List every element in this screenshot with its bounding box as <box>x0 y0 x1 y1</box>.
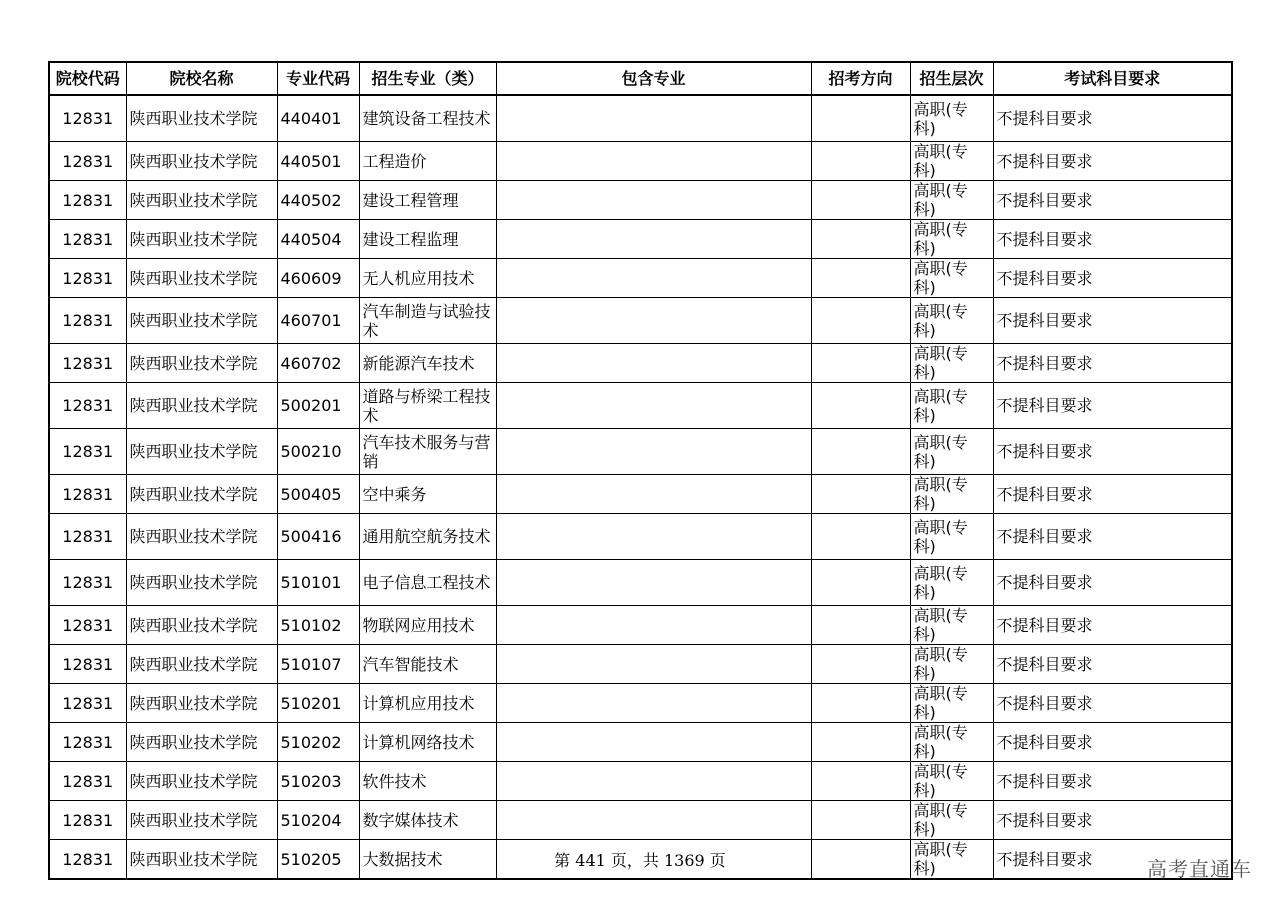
table-row <box>49 606 1232 645</box>
cell-level: 高职(专科) <box>910 95 993 142</box>
cell-major-code: 460609 <box>277 259 359 298</box>
cell-major-name: 大数据技术 <box>359 840 496 880</box>
cell-requirement: 不提科目要求 <box>993 220 1232 259</box>
cell-major-code: 500210 <box>277 429 359 475</box>
cell-level: 高职(专科) <box>910 259 993 298</box>
cell-major-code: 500416 <box>277 514 359 560</box>
cell-direction <box>811 95 910 142</box>
cell-included-majors <box>496 762 811 801</box>
cell-major-code: 500405 <box>277 475 359 514</box>
table-header-row <box>49 62 1232 95</box>
cell-included-majors <box>496 684 811 723</box>
cell-major-code: 510204 <box>277 801 359 840</box>
cell-major-code: 440504 <box>277 220 359 259</box>
cell-included-majors <box>496 723 811 762</box>
cell-level: 高职(专科) <box>910 723 993 762</box>
cell-school-code: 12831 <box>49 259 126 298</box>
table-row <box>49 475 1232 514</box>
cell-requirement: 不提科目要求 <box>993 560 1232 606</box>
footer-middle: 页，共 <box>605 851 664 870</box>
cell-major-code: 510203 <box>277 762 359 801</box>
cell-requirement: 不提科目要求 <box>993 606 1232 645</box>
table-row <box>49 181 1232 220</box>
cell-direction <box>811 181 910 220</box>
cell-major-name: 汽车制造与试验技术 <box>359 298 496 344</box>
cell-direction <box>811 429 910 475</box>
cell-included-majors <box>496 95 811 142</box>
cell-school-name: 陕西职业技术学院 <box>126 645 277 684</box>
cell-major-code: 510102 <box>277 606 359 645</box>
cell-level: 高职(专科) <box>910 220 993 259</box>
cell-level: 高职(专科) <box>910 762 993 801</box>
cell-level: 高职(专科) <box>910 684 993 723</box>
cell-requirement: 不提科目要求 <box>993 344 1232 383</box>
cell-school-code: 12831 <box>49 95 126 142</box>
cell-school-code: 12831 <box>49 723 126 762</box>
header-school-code: 院校代码 <box>49 62 126 95</box>
cell-school-code: 12831 <box>49 298 126 344</box>
cell-level: 高职(专科) <box>910 181 993 220</box>
cell-included-majors <box>496 801 811 840</box>
cell-included-majors <box>496 606 811 645</box>
cell-requirement: 不提科目要求 <box>993 429 1232 475</box>
header-level: 招生层次 <box>910 62 993 95</box>
header-direction: 招考方向 <box>811 62 910 95</box>
cell-requirement: 不提科目要求 <box>993 259 1232 298</box>
table-row <box>49 142 1232 181</box>
cell-requirement: 不提科目要求 <box>993 645 1232 684</box>
cell-major-code: 460701 <box>277 298 359 344</box>
cell-direction <box>811 298 910 344</box>
cell-school-code: 12831 <box>49 801 126 840</box>
cell-school-name: 陕西职业技术学院 <box>126 220 277 259</box>
cell-direction <box>811 762 910 801</box>
cell-included-majors <box>496 220 811 259</box>
cell-requirement: 不提科目要求 <box>993 723 1232 762</box>
cell-major-name: 软件技术 <box>359 762 496 801</box>
cell-direction <box>811 606 910 645</box>
cell-level: 高职(专科) <box>910 514 993 560</box>
cell-requirement: 不提科目要求 <box>993 95 1232 142</box>
table-row <box>49 514 1232 560</box>
cell-direction <box>811 514 910 560</box>
cell-school-name: 陕西职业技术学院 <box>126 429 277 475</box>
cell-major-name: 建筑设备工程技术 <box>359 95 496 142</box>
cell-school-code: 12831 <box>49 220 126 259</box>
cell-requirement: 不提科目要求 <box>993 801 1232 840</box>
watermark: 高考直通车 <box>1147 857 1252 881</box>
footer-prefix: 第 <box>554 851 576 870</box>
cell-major-name: 汽车智能技术 <box>359 645 496 684</box>
footer-suffix: 页 <box>704 851 726 870</box>
current-page-number: 441 <box>575 851 606 870</box>
cell-requirement: 不提科目要求 <box>993 840 1232 880</box>
cell-major-name: 通用航空航务技术 <box>359 514 496 560</box>
cell-direction <box>811 645 910 684</box>
cell-major-name: 新能源汽车技术 <box>359 344 496 383</box>
cell-direction <box>811 475 910 514</box>
table-row <box>49 298 1232 344</box>
cell-school-name: 陕西职业技术学院 <box>126 560 277 606</box>
header-school-name: 院校名称 <box>126 62 277 95</box>
cell-major-code: 440501 <box>277 142 359 181</box>
cell-school-code: 12831 <box>49 645 126 684</box>
cell-major-name: 物联网应用技术 <box>359 606 496 645</box>
cell-school-name: 陕西职业技术学院 <box>126 142 277 181</box>
cell-included-majors <box>496 142 811 181</box>
table-row <box>49 762 1232 801</box>
cell-school-name: 陕西职业技术学院 <box>126 259 277 298</box>
cell-included-majors <box>496 259 811 298</box>
cell-major-code: 510101 <box>277 560 359 606</box>
cell-level: 高职(专科) <box>910 298 993 344</box>
cell-school-name: 陕西职业技术学院 <box>126 383 277 429</box>
cell-school-code: 12831 <box>49 840 126 880</box>
cell-school-name: 陕西职业技术学院 <box>126 606 277 645</box>
cell-major-name: 建设工程管理 <box>359 181 496 220</box>
cell-direction <box>811 142 910 181</box>
table-row <box>49 684 1232 723</box>
cell-included-majors <box>496 429 811 475</box>
table-row <box>49 560 1232 606</box>
cell-included-majors <box>496 645 811 684</box>
cell-requirement: 不提科目要求 <box>993 181 1232 220</box>
cell-major-code: 440401 <box>277 95 359 142</box>
cell-level: 高职(专科) <box>910 383 993 429</box>
cell-direction <box>811 684 910 723</box>
cell-direction <box>811 259 910 298</box>
cell-school-code: 12831 <box>49 142 126 181</box>
cell-school-code: 12831 <box>49 762 126 801</box>
cell-school-name: 陕西职业技术学院 <box>126 684 277 723</box>
table-row <box>49 259 1232 298</box>
cell-major-name: 无人机应用技术 <box>359 259 496 298</box>
cell-school-code: 12831 <box>49 344 126 383</box>
cell-level: 高职(专科) <box>910 560 993 606</box>
cell-level: 高职(专科) <box>910 801 993 840</box>
cell-major-name: 电子信息工程技术 <box>359 560 496 606</box>
cell-included-majors <box>496 514 811 560</box>
cell-major-name: 汽车技术服务与营销 <box>359 429 496 475</box>
cell-level: 高职(专科) <box>910 429 993 475</box>
cell-major-name: 计算机应用技术 <box>359 684 496 723</box>
cell-included-majors <box>496 560 811 606</box>
cell-school-name: 陕西职业技术学院 <box>126 762 277 801</box>
cell-major-code: 510202 <box>277 723 359 762</box>
cell-school-name: 陕西职业技术学院 <box>126 475 277 514</box>
page-footer <box>0 848 1280 871</box>
cell-included-majors <box>496 344 811 383</box>
cell-school-name: 陕西职业技术学院 <box>126 298 277 344</box>
cell-school-code: 12831 <box>49 383 126 429</box>
table-row <box>49 344 1232 383</box>
cell-major-name: 空中乘务 <box>359 475 496 514</box>
cell-major-code: 440502 <box>277 181 359 220</box>
cell-school-code: 12831 <box>49 606 126 645</box>
header-requirement: 考试科目要求 <box>993 62 1232 95</box>
cell-direction <box>811 723 910 762</box>
cell-requirement: 不提科目要求 <box>993 383 1232 429</box>
cell-school-code: 12831 <box>49 560 126 606</box>
table-row <box>49 383 1232 429</box>
cell-major-code: 500201 <box>277 383 359 429</box>
table-row <box>49 723 1232 762</box>
total-page-number: 1369 <box>664 851 705 870</box>
cell-school-code: 12831 <box>49 514 126 560</box>
cell-school-name: 陕西职业技术学院 <box>126 181 277 220</box>
cell-direction <box>811 560 910 606</box>
cell-major-code: 510205 <box>277 840 359 880</box>
table-row <box>49 645 1232 684</box>
cell-school-code: 12831 <box>49 475 126 514</box>
table-row <box>49 95 1232 142</box>
cell-major-name: 数字媒体技术 <box>359 801 496 840</box>
table-row <box>49 220 1232 259</box>
cell-included-majors <box>496 475 811 514</box>
cell-level: 高职(专科) <box>910 645 993 684</box>
cell-school-code: 12831 <box>49 181 126 220</box>
cell-level: 高职(专科) <box>910 840 993 880</box>
cell-direction <box>811 801 910 840</box>
header-major-name: 招生专业（类） <box>359 62 496 95</box>
cell-level: 高职(专科) <box>910 344 993 383</box>
header-major-code: 专业代码 <box>277 62 359 95</box>
cell-direction <box>811 220 910 259</box>
cell-school-name: 陕西职业技术学院 <box>126 801 277 840</box>
cell-major-code: 460702 <box>277 344 359 383</box>
cell-included-majors <box>496 298 811 344</box>
cell-major-code: 510201 <box>277 684 359 723</box>
cell-major-code: 510107 <box>277 645 359 684</box>
cell-level: 高职(专科) <box>910 606 993 645</box>
table-row <box>49 801 1232 840</box>
cell-requirement: 不提科目要求 <box>993 142 1232 181</box>
cell-school-code: 12831 <box>49 429 126 475</box>
cell-major-name: 工程造价 <box>359 142 496 181</box>
cell-level: 高职(专科) <box>910 142 993 181</box>
cell-included-majors <box>496 181 811 220</box>
cell-requirement: 不提科目要求 <box>993 684 1232 723</box>
admission-table <box>48 61 1233 880</box>
table-row <box>49 429 1232 475</box>
cell-direction <box>811 383 910 429</box>
cell-major-name: 建设工程监理 <box>359 220 496 259</box>
header-included-majors: 包含专业 <box>496 62 811 95</box>
cell-requirement: 不提科目要求 <box>993 514 1232 560</box>
cell-requirement: 不提科目要求 <box>993 475 1232 514</box>
cell-school-name: 陕西职业技术学院 <box>126 514 277 560</box>
cell-level: 高职(专科) <box>910 475 993 514</box>
cell-requirement: 不提科目要求 <box>993 762 1232 801</box>
cell-school-name: 陕西职业技术学院 <box>126 95 277 142</box>
cell-school-code: 12831 <box>49 684 126 723</box>
cell-school-name: 陕西职业技术学院 <box>126 840 277 880</box>
cell-school-name: 陕西职业技术学院 <box>126 723 277 762</box>
cell-direction <box>811 344 910 383</box>
cell-included-majors <box>496 383 811 429</box>
cell-school-name: 陕西职业技术学院 <box>126 344 277 383</box>
cell-requirement: 不提科目要求 <box>993 298 1232 344</box>
cell-major-name: 计算机网络技术 <box>359 723 496 762</box>
cell-major-name: 道路与桥梁工程技术 <box>359 383 496 429</box>
